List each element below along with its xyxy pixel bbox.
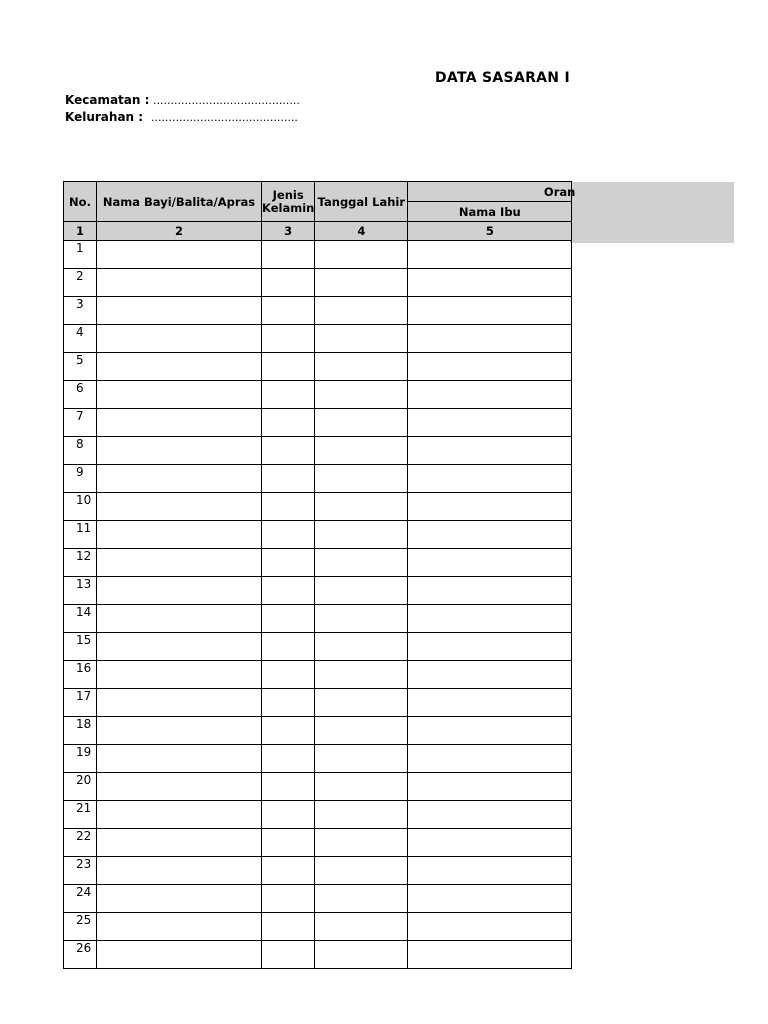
tanggal-cell[interactable] <box>315 773 408 801</box>
nama-ibu-cell[interactable] <box>408 381 572 409</box>
nama-ibu-cell[interactable] <box>408 885 572 913</box>
tanggal-cell[interactable] <box>315 801 408 829</box>
tanggal-cell[interactable] <box>315 409 408 437</box>
jenis-cell[interactable] <box>262 717 315 745</box>
row-number: 8 <box>64 437 97 465</box>
jenis-cell[interactable] <box>262 829 315 857</box>
table-row <box>64 913 572 941</box>
jenis-cell[interactable] <box>262 773 315 801</box>
tanggal-cell[interactable] <box>315 689 408 717</box>
jenis-cell[interactable] <box>262 605 315 633</box>
nama-cell[interactable] <box>97 941 262 969</box>
table-row <box>64 605 572 633</box>
nama-cell[interactable] <box>97 325 262 353</box>
nama-cell[interactable] <box>97 381 262 409</box>
kelurahan-label: Kelurahan : <box>65 110 144 124</box>
row-number: 3 <box>64 297 97 325</box>
kelurahan-value: .......................................... <box>151 111 298 124</box>
nama-cell[interactable] <box>97 549 262 577</box>
nama-cell[interactable] <box>97 241 262 269</box>
nama-cell[interactable] <box>97 717 262 745</box>
nama-cell[interactable] <box>97 297 262 325</box>
tanggal-cell[interactable] <box>315 493 408 521</box>
nama-ibu-cell[interactable] <box>408 941 572 969</box>
tanggal-cell[interactable] <box>315 913 408 941</box>
jenis-cell[interactable] <box>262 241 315 269</box>
jenis-cell[interactable] <box>262 661 315 689</box>
jenis-cell[interactable] <box>262 857 315 885</box>
table-row <box>64 717 572 745</box>
jenis-cell[interactable] <box>262 633 315 661</box>
tanggal-cell[interactable] <box>315 549 408 577</box>
table-row <box>64 409 572 437</box>
nama-cell[interactable] <box>97 689 262 717</box>
jenis-cell[interactable] <box>262 269 315 297</box>
col-number: 4 <box>315 222 408 241</box>
table-row <box>64 941 572 969</box>
table-row <box>64 577 572 605</box>
row-number: 19 <box>64 745 97 773</box>
row-number: 6 <box>64 381 97 409</box>
jenis-cell[interactable] <box>262 437 315 465</box>
nama-ibu-cell[interactable] <box>408 297 572 325</box>
nama-cell[interactable] <box>97 829 262 857</box>
table-row <box>64 689 572 717</box>
nama-ibu-cell[interactable] <box>408 549 572 577</box>
nama-ibu-cell[interactable] <box>408 325 572 353</box>
nama-cell[interactable] <box>97 885 262 913</box>
row-number: 18 <box>64 717 97 745</box>
kecamatan-line <box>65 93 300 107</box>
tanggal-cell[interactable] <box>315 269 408 297</box>
row-number: 9 <box>64 465 97 493</box>
nama-cell[interactable] <box>97 353 262 381</box>
table-row <box>64 437 572 465</box>
row-number: 15 <box>64 633 97 661</box>
table-row <box>64 773 572 801</box>
jenis-cell[interactable] <box>262 409 315 437</box>
nama-cell[interactable] <box>97 493 262 521</box>
nama-cell[interactable] <box>97 269 262 297</box>
col-number: 2 <box>97 222 262 241</box>
tanggal-cell[interactable] <box>315 381 408 409</box>
row-number: 14 <box>64 605 97 633</box>
header-orang-tua <box>408 182 576 202</box>
header-overflow-band <box>570 182 734 243</box>
nama-cell[interactable] <box>97 465 262 493</box>
nama-cell[interactable] <box>97 577 262 605</box>
nama-ibu-cell[interactable] <box>408 521 572 549</box>
jenis-cell[interactable] <box>262 493 315 521</box>
jenis-cell[interactable] <box>262 549 315 577</box>
nama-cell[interactable] <box>97 437 262 465</box>
nama-ibu-cell[interactable] <box>408 661 572 689</box>
nama-cell[interactable] <box>97 409 262 437</box>
tanggal-cell[interactable] <box>315 941 408 969</box>
row-number: 10 <box>64 493 97 521</box>
row-number: 12 <box>64 549 97 577</box>
header-jenis-kelamin: Jenis Kelamin <box>262 182 315 222</box>
data-table <box>63 181 576 969</box>
jenis-cell[interactable] <box>262 325 315 353</box>
row-number: 1 <box>64 241 97 269</box>
nama-ibu-cell[interactable] <box>408 353 572 381</box>
tanggal-cell[interactable] <box>315 577 408 605</box>
nama-ibu-cell[interactable] <box>408 633 572 661</box>
nama-cell[interactable] <box>97 857 262 885</box>
table-row <box>64 325 572 353</box>
tanggal-cell[interactable] <box>315 297 408 325</box>
nama-cell[interactable] <box>97 773 262 801</box>
tanggal-cell[interactable] <box>315 885 408 913</box>
jenis-cell[interactable] <box>262 521 315 549</box>
nama-cell[interactable] <box>97 801 262 829</box>
header-nama: Nama Bayi/Balita/Apras <box>97 182 262 222</box>
tanggal-cell[interactable] <box>315 437 408 465</box>
row-number: 21 <box>64 801 97 829</box>
nama-cell[interactable] <box>97 605 262 633</box>
row-number: 5 <box>64 353 97 381</box>
jenis-cell[interactable] <box>262 745 315 773</box>
tanggal-cell[interactable] <box>315 605 408 633</box>
jenis-cell[interactable] <box>262 465 315 493</box>
nama-ibu-cell[interactable] <box>408 913 572 941</box>
table-row <box>64 521 572 549</box>
nama-ibu-cell[interactable] <box>408 577 572 605</box>
tanggal-cell[interactable] <box>315 521 408 549</box>
tanggal-cell[interactable] <box>315 745 408 773</box>
row-number: 25 <box>64 913 97 941</box>
row-number: 11 <box>64 521 97 549</box>
row-number: 4 <box>64 325 97 353</box>
row-number: 17 <box>64 689 97 717</box>
nama-cell[interactable] <box>97 521 262 549</box>
nama-cell[interactable] <box>97 633 262 661</box>
table-row <box>64 381 572 409</box>
nama-ibu-cell[interactable] <box>408 241 572 269</box>
table-row <box>64 829 572 857</box>
jenis-cell[interactable] <box>262 353 315 381</box>
jenis-cell[interactable] <box>262 297 315 325</box>
header-nama-ibu: Nama Ibu <box>408 202 572 222</box>
nama-ibu-cell[interactable] <box>408 717 572 745</box>
tanggal-cell[interactable] <box>315 325 408 353</box>
tanggal-cell[interactable] <box>315 633 408 661</box>
jenis-cell[interactable] <box>262 689 315 717</box>
tanggal-cell[interactable] <box>315 717 408 745</box>
col-number: 1 <box>64 222 97 241</box>
jenis-cell[interactable] <box>262 941 315 969</box>
nama-cell[interactable] <box>97 745 262 773</box>
table-row <box>64 885 572 913</box>
table-row <box>64 857 572 885</box>
table-row <box>64 353 572 381</box>
row-number: 2 <box>64 269 97 297</box>
nama-ibu-cell[interactable] <box>408 605 572 633</box>
row-number: 23 <box>64 857 97 885</box>
table-row <box>64 493 572 521</box>
header-orang-tua-label: Oran <box>543 184 576 199</box>
row-number: 7 <box>64 409 97 437</box>
nama-ibu-cell[interactable] <box>408 409 572 437</box>
document-title: DATA SASARAN I <box>435 70 570 86</box>
row-number: 26 <box>64 941 97 969</box>
table-row <box>64 549 572 577</box>
jenis-cell[interactable] <box>262 381 315 409</box>
table-row <box>64 297 572 325</box>
jenis-cell[interactable] <box>262 577 315 605</box>
nama-ibu-cell[interactable] <box>408 689 572 717</box>
nama-ibu-cell[interactable] <box>408 801 572 829</box>
kelurahan-line <box>65 110 298 124</box>
table-row <box>64 269 572 297</box>
nama-ibu-cell[interactable] <box>408 773 572 801</box>
col-number: 3 <box>262 222 315 241</box>
tanggal-cell[interactable] <box>315 661 408 689</box>
row-number: 24 <box>64 885 97 913</box>
row-number: 13 <box>64 577 97 605</box>
table-row <box>64 745 572 773</box>
tanggal-cell[interactable] <box>315 857 408 885</box>
tanggal-cell[interactable] <box>315 465 408 493</box>
kecamatan-value: .......................................... <box>153 94 300 107</box>
nama-ibu-cell[interactable] <box>408 437 572 465</box>
row-number: 22 <box>64 829 97 857</box>
tanggal-cell[interactable] <box>315 353 408 381</box>
jenis-cell[interactable] <box>262 801 315 829</box>
table-row <box>64 801 572 829</box>
jenis-cell[interactable] <box>262 885 315 913</box>
nama-ibu-cell[interactable] <box>408 745 572 773</box>
nama-ibu-cell[interactable] <box>408 493 572 521</box>
tanggal-cell[interactable] <box>315 241 408 269</box>
header-no: No. <box>64 182 97 222</box>
row-number: 16 <box>64 661 97 689</box>
nama-cell[interactable] <box>97 661 262 689</box>
header-tanggal-lahir: Tanggal Lahir <box>315 182 408 222</box>
nama-ibu-cell[interactable] <box>408 857 572 885</box>
nama-cell[interactable] <box>97 913 262 941</box>
table-row <box>64 241 572 269</box>
table-row <box>64 633 572 661</box>
row-number: 20 <box>64 773 97 801</box>
table-row <box>64 661 572 689</box>
nama-ibu-cell[interactable] <box>408 829 572 857</box>
col-number: 5 <box>408 222 572 241</box>
kecamatan-label: Kecamatan : <box>65 93 150 107</box>
tanggal-cell[interactable] <box>315 829 408 857</box>
nama-ibu-cell[interactable] <box>408 465 572 493</box>
table-row <box>64 465 572 493</box>
nama-ibu-cell[interactable] <box>408 269 572 297</box>
jenis-cell[interactable] <box>262 913 315 941</box>
